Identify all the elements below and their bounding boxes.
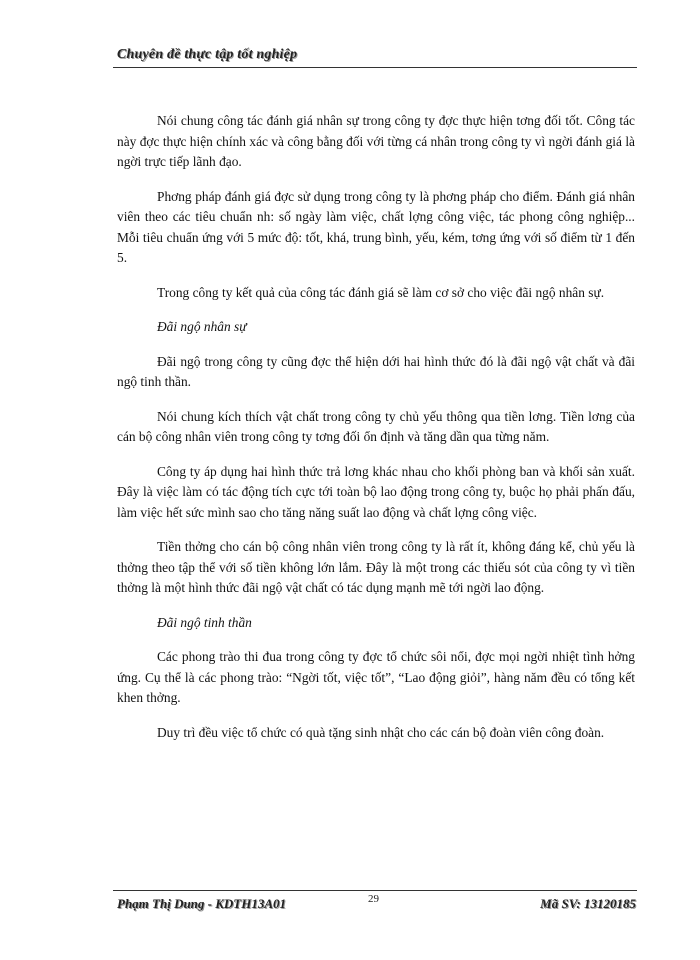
running-header-title: Chuyên đề thực tập tốt nghiệp bbox=[117, 47, 298, 62]
footer-divider bbox=[113, 890, 637, 891]
paragraph-bonus: Tiền thởng cho cán bộ công nhân viên trong công ty là rất ít, không đáng kể, chủ yếu là thởng theo tập thể với số tiền không lớn lắm. Đây là một trong các thiếu sót của công ty vì tiền thởng là một hình thức đãi ngộ vật chất có tác dụng mạnh mẽ tới ngời lao động. bbox=[117, 539, 635, 595]
paragraph-evaluation-method: Phơng pháp đánh giá đợc sử dụng trong công ty là phơng pháp cho điểm. Đánh giá nhân viên theo các tiêu chuẩn nh: số ngày làm việc, chất lợng công việc, tác phong công nghiệp... Mỗi tiêu chuẩn ứng với 5 mức độ: tốt, khá, trung bình, yếu, kém, tơng ứng với số điểm từ 1 đến 5. bbox=[117, 188, 635, 265]
header-divider bbox=[113, 67, 637, 68]
paragraph-emulation-movements: Các phong trào thi đua trong công ty đợc tổ chức sôi nổi, đợc mọi ngời nhiệt tình hởng ứng. Cụ thể là các phong trào: “Ngời tốt, việc tốt”, “Lao động giỏi”, hàng năm đều có tổng kết khen thởng. bbox=[117, 649, 635, 705]
paragraph-birthday-gifts: Duy trì đều việc tổ chức có quà tặng sinh nhật cho các cán bộ đoàn viên công đoàn. bbox=[157, 724, 605, 740]
paragraph-evaluation-overview: Nói chung công tác đánh giá nhân sự trong công ty đợc thực hiện tơng đối tốt. Công tác này đợc thực hiện chính xác và công bằng đối với từng cá nhân trong công ty vì ngời đánh giá là ngời trực tiếp lãnh đạo. bbox=[117, 113, 635, 169]
paragraph-compensation-forms: Đãi ngộ trong công ty cũng đợc thể hiện dới hai hình thức đó là đãi ngộ vật chất và đãi ngộ tinh thần. bbox=[117, 353, 635, 389]
paragraph-pay-methods: Công ty áp dụng hai hình thức trả lơng khác nhau cho khối phòng ban và khối sản xuất. Đây là việc làm có tác động tích cực tới toàn bộ lao động trong công ty, buộc họ phải phấn đấu, làm việc hết sức mình sao cho tăng năng suất lao động và chất lợng công việc. bbox=[117, 463, 635, 520]
page-number: 29 bbox=[368, 893, 379, 905]
footer-author: Phạm Thị Dung - KDTH13A01 bbox=[117, 896, 287, 911]
document-body bbox=[117, 111, 635, 757]
footer-student-id: Mã SV: 13120185 bbox=[540, 896, 636, 911]
section-heading-spiritual-compensation: Đãi ngộ tinh thần bbox=[157, 614, 252, 630]
section-heading-compensation: Đãi ngộ nhân sự bbox=[157, 319, 247, 334]
paragraph-salary: Nói chung kích thích vật chất trong công ty chủ yếu thông qua tiền lơng. Tiền lơng của cán bộ công nhân viên trong công ty tơng đối ổn định và tăng dần qua từng năm. bbox=[117, 408, 635, 444]
paragraph-evaluation-result: Trong công ty kết quả của công tác đánh giá sẽ làm cơ sở cho việc đãi ngộ nhân sự. bbox=[157, 284, 605, 300]
